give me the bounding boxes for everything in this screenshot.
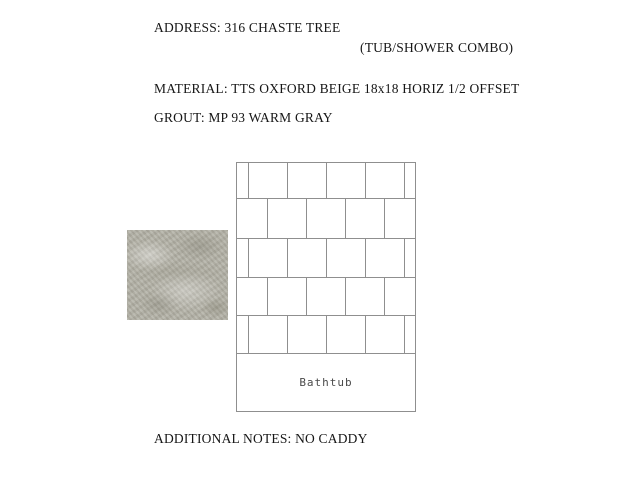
tile bbox=[237, 239, 249, 277]
tile-row bbox=[237, 199, 415, 239]
tile bbox=[366, 316, 405, 353]
tile bbox=[327, 163, 366, 198]
tile bbox=[327, 316, 366, 353]
tile-row bbox=[237, 316, 415, 354]
tile bbox=[268, 199, 307, 238]
tile bbox=[249, 316, 288, 353]
tile bbox=[405, 239, 415, 277]
tile bbox=[366, 239, 405, 277]
tile-row bbox=[237, 278, 415, 316]
tile-row bbox=[237, 239, 415, 278]
tile bbox=[327, 239, 366, 277]
tile-swatch-image bbox=[127, 230, 228, 320]
tile bbox=[288, 316, 327, 353]
tile-row bbox=[237, 163, 415, 199]
tile bbox=[346, 199, 385, 238]
tile bbox=[346, 278, 385, 315]
tile bbox=[237, 199, 268, 238]
tile bbox=[237, 163, 249, 198]
address-label: ADDRESS: 316 CHASTE TREE bbox=[154, 20, 341, 35]
tile bbox=[307, 278, 346, 315]
tile bbox=[288, 239, 327, 277]
tile bbox=[249, 239, 288, 277]
additional-notes-label: ADDITIONAL NOTES: NO CADDY bbox=[154, 431, 368, 446]
tile bbox=[405, 316, 415, 353]
bathtub-area bbox=[237, 354, 415, 411]
tile bbox=[307, 199, 346, 238]
bathtub-label: Bathtub bbox=[299, 376, 353, 389]
tile bbox=[237, 316, 249, 353]
tile bbox=[249, 163, 288, 198]
tile bbox=[268, 278, 307, 315]
grout-label: GROUT: MP 93 WARM GRAY bbox=[154, 110, 333, 125]
tile bbox=[385, 278, 415, 315]
tile bbox=[237, 278, 268, 315]
tile-diagram bbox=[236, 162, 416, 412]
room-type-label: (TUB/SHOWER COMBO) bbox=[360, 40, 514, 55]
tile bbox=[366, 163, 405, 198]
material-label: MATERIAL: TTS OXFORD BEIGE 18x18 HORIZ 1/2 OFFSET bbox=[154, 81, 520, 96]
tile bbox=[405, 163, 415, 198]
tile bbox=[288, 163, 327, 198]
tile bbox=[385, 199, 415, 238]
